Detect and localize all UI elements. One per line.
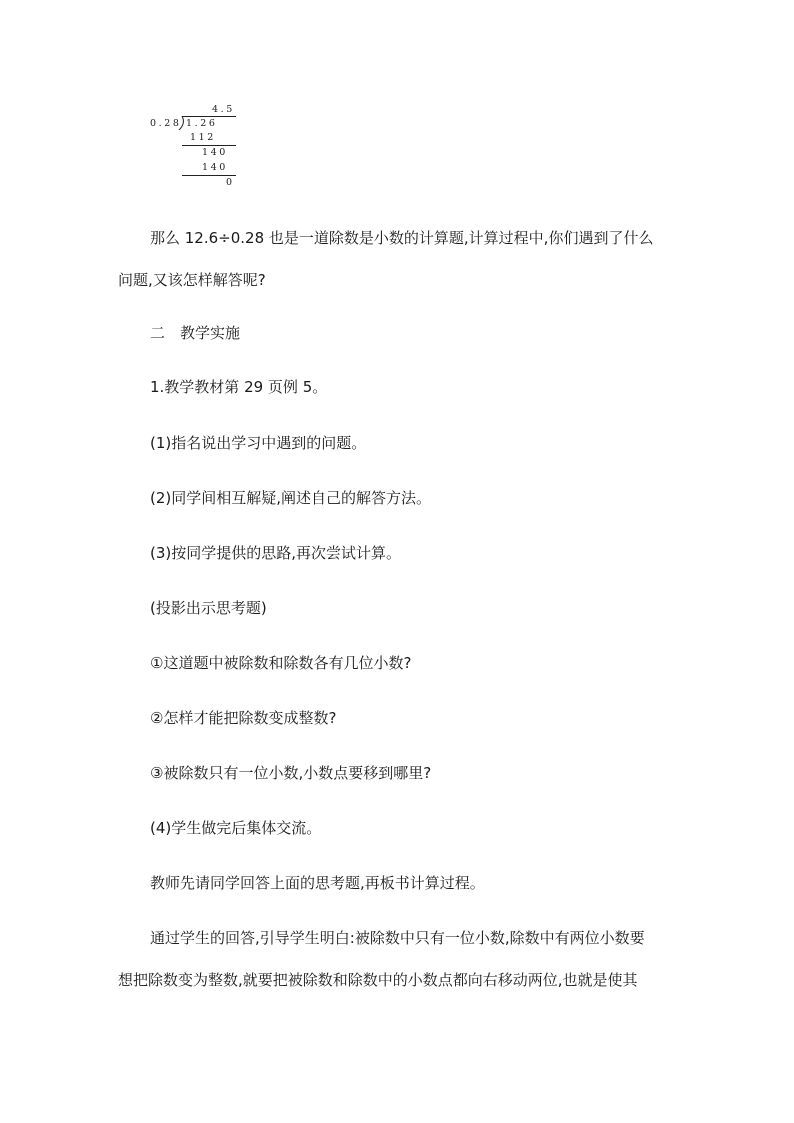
paragraph-intro-line-2: 问题,又该怎样解答呢? (118, 271, 266, 289)
question-3: ③被除数只有一位小数,小数点要移到哪里? (150, 764, 432, 782)
question-2: ②怎样才能把除数变成整数? (150, 709, 337, 727)
projection-note: (投影出示思考题) (150, 599, 267, 617)
item-1-sub-4: (4)学生做完后集体交流。 (150, 819, 322, 837)
division-rule-2 (182, 175, 236, 176)
division-rule-1 (182, 145, 236, 146)
teacher-note: 教师先请同学回答上面的思考题,再板书计算过程。 (150, 874, 485, 892)
item-1-sub-1: (1)指名说出学习中遇到的问题。 (150, 434, 367, 452)
division-step2-product: 140 (202, 162, 228, 173)
guide-paragraph-line-1: 通过学生的回答,引导学生明白:被除数中只有一位小数,除数中有两位小数要 (150, 929, 645, 947)
item-1: 1.教学教材第 29 页例 5。 (150, 378, 328, 396)
division-divisor: 0.28 (150, 118, 182, 129)
division-step1-product: 112 (190, 132, 216, 143)
division-bracket-icon (178, 116, 186, 130)
section-heading: 二 教学实施 (150, 324, 241, 342)
division-dividend: 1.26 (186, 118, 218, 129)
item-1-sub-3: (3)按同学提供的思路,再次尝试计算。 (150, 544, 402, 562)
division-vinculum (182, 116, 236, 117)
paragraph-intro-line-1: 那么 12.6÷0.28 也是一道除数是小数的计算题,计算过程中,你们遇到了什么 (150, 229, 654, 247)
question-1: ①这道题中被除数和除数各有几位小数? (150, 654, 412, 672)
item-1-sub-2: (2)同学间相互解疑,阐述自己的解答方法。 (150, 489, 432, 507)
long-division-figure (148, 104, 248, 190)
division-final-remainder: 0 (226, 177, 235, 188)
division-quotient: 4.5 (212, 104, 235, 115)
guide-paragraph-line-2: 想把除数变为整数,就要把被除数和除数中的小数点都向右移动两位,也就是使其 (118, 971, 638, 989)
division-step1-remainder: 140 (202, 147, 228, 158)
